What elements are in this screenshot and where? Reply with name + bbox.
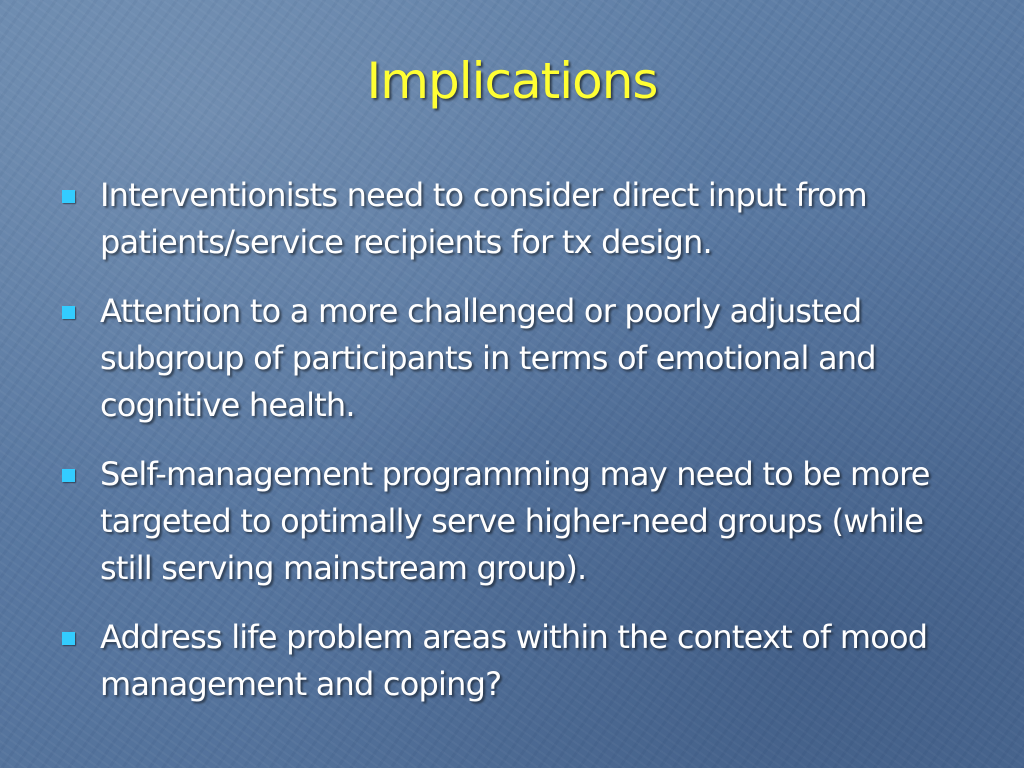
square-bullet-icon xyxy=(62,306,75,319)
bullet-item xyxy=(62,451,962,592)
bullet-text: Self-management programming may need to be more targeted to optimally serve higher-need groups (while still serving mainstream group). xyxy=(100,455,930,587)
square-bullet-icon xyxy=(62,469,75,482)
bullet-item xyxy=(62,614,962,708)
bullet-text: Attention to a more challenged or poorly adjusted subgroup of participants in terms of emotional and cognitive health. xyxy=(100,292,876,424)
bullet-item xyxy=(62,288,962,429)
slide-title: Implications xyxy=(366,52,658,110)
square-bullet-icon xyxy=(62,632,75,645)
bullet-item xyxy=(62,172,962,266)
bullet-text: Address life problem areas within the context of mood management and coping? xyxy=(100,618,928,703)
bullet-list xyxy=(62,172,962,730)
square-bullet-icon xyxy=(62,190,75,203)
bullet-text: Interventionists need to consider direct input from patients/service recipients for tx design. xyxy=(100,176,867,261)
